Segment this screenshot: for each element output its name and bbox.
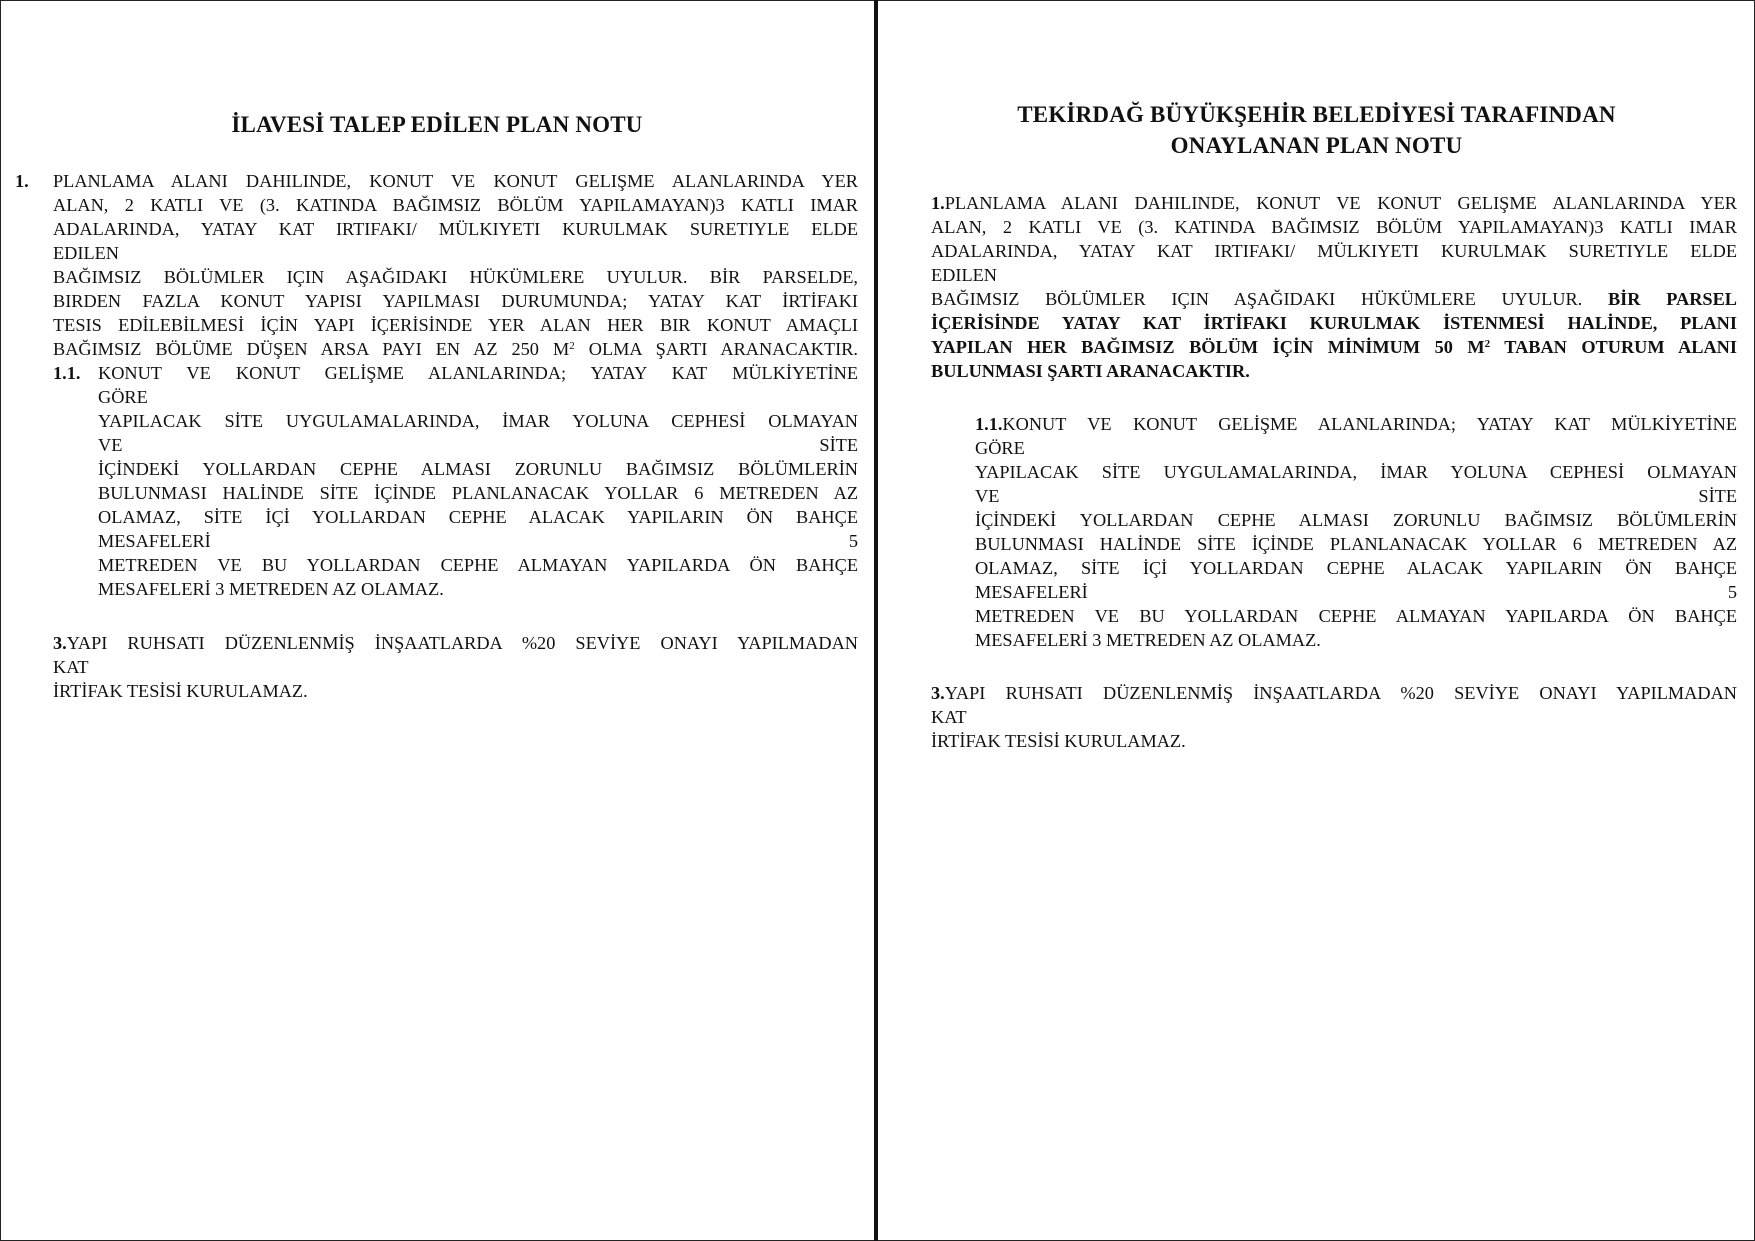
right-item3-line: 3.YAPI RUHSATI DÜZENLENMİŞ İNŞAATLARDA %20 SEVİYE ONAYI YAPILMADAN (931, 683, 1737, 703)
left-item3-line: İRTİFAK TESİSİ KURULAMAZ. (53, 681, 308, 701)
right-item1-line: ALAN, 2 KATLI VE (3. KATINDA BAĞIMSIZ BÖLÜM YAPILAMAYAN)3 KATLI IMAR (931, 217, 1737, 237)
right-item3-line: İRTİFAK TESİSİ KURULAMAZ. (931, 731, 1186, 751)
left-item11-line: METREDEN VE BU YOLLARDAN CEPHE ALMAYAN YAPILARDA ÖN BAHÇE (98, 555, 858, 575)
left-item1-line: ADALARINDA, YATAY KAT IRTIFAKI/ MÜLKIYETI KURULMAK SURETIYLE ELDE (53, 219, 858, 239)
right-item11-line: BULUNMASI HALİNDE SİTE İÇİNDE PLANLANACAK YOLLAR 6 METREDEN AZ (975, 534, 1737, 554)
right-item11-line: OLAMAZ, SİTE İÇİ YOLLARDAN CEPHE ALACAK YAPILARIN ÖN BAHÇE (975, 558, 1737, 578)
left-item11-line: VE SİTE (98, 435, 858, 455)
left-item11-line: MESAFELERİ 5 (98, 531, 858, 551)
right-item1-line: BAĞIMSIZ BÖLÜMLER IÇIN AŞAĞIDAKI HÜKÜMLERE UYULUR. BİR PARSEL (931, 289, 1737, 309)
left-item1-line: EDILEN (53, 243, 119, 263)
left-item11-line: BULUNMASI HALİNDE SİTE İÇİNDE PLANLANACAK YOLLAR 6 METREDEN AZ (98, 483, 858, 503)
left-item1-last-line: BAĞIMSIZ BÖLÜME DÜŞEN ARSA PAYI EN AZ 250 $M^2$ OLMA ŞARTI ARANACAKTIR. (53, 339, 858, 359)
left-item3-line: KAT (53, 657, 89, 677)
right-title-line: TEKİRDAĞ BÜYÜKŞEHİR BELEDİYESİ TARAFINDAN (1017, 102, 1616, 127)
left-item1-line: TESIS EDİLEBİLMESİ İÇİN YAPI İÇERİSİNDE YER ALAN HER BIR KONUT AMAÇLI (53, 315, 858, 335)
left-item1-line: BAĞIMSIZ BÖLÜMLER IÇIN AŞAĞIDAKI HÜKÜMLERE UYULUR. BİR PARSELDE, (53, 267, 858, 287)
right-item11-line: YAPILACAK SİTE UYGULAMALARINDA, İMAR YOLUNA CEPHESİ OLMAYAN (975, 462, 1737, 482)
right-item1-line: YAPILAN HER BAĞIMSIZ BÖLÜM İÇİN MİNİMUM 50 $M^2$ TABAN OTURUM ALANI (931, 337, 1737, 357)
left-title: İLAVESİ TALEP EDİLEN PLAN NOTU (231, 112, 643, 137)
right-item11-line: İÇİNDEKİ YOLLARDAN CEPHE ALMASI ZORUNLU BAĞIMSIZ BÖLÜMLERİN (975, 510, 1737, 530)
column-divider (874, 0, 878, 1241)
left-item11-line: GÖRE (98, 387, 148, 407)
right-item3-line: KAT (931, 707, 967, 727)
left-item11-line: YAPILACAK SİTE UYGULAMALARINDA, İMAR YOLUNA CEPHESİ OLMAYAN (98, 411, 858, 431)
left-item1-line: BIRDEN FAZLA KONUT YAPISI YAPILMASI DURUMUNDA; YATAY KAT İRTİFAKI (53, 291, 858, 311)
left-item11-line: OLAMAZ, SİTE İÇİ YOLLARDAN CEPHE ALACAK YAPILARIN ÖN BAHÇE (98, 507, 858, 527)
right-title (878, 99, 1755, 161)
left-item1-line: PLANLAMA ALANI DAHILINDE, KONUT VE KONUT GELIŞME ALANLARINDA YER (53, 171, 858, 191)
left-item11-number: 1.1. (53, 363, 81, 383)
right-item11-line: GÖRE (975, 438, 1025, 458)
right-item1-line: EDILEN (931, 265, 997, 285)
right-item1-line: BULUNMASI ŞARTI ARANACAKTIR. (931, 361, 1250, 381)
right-item1-line: ADALARINDA, YATAY KAT IRTIFAKI/ MÜLKIYETI KURULMAK SURETIYLE ELDE (931, 241, 1737, 261)
right-item11-line: VE SİTE (975, 486, 1737, 506)
right-item11-line: METREDEN VE BU YOLLARDAN CEPHE ALMAYAN YAPILARDA ÖN BAHÇE (975, 606, 1737, 626)
right-item11-line: 1.1.KONUT VE KONUT GELİŞME ALANLARINDA; YATAY KAT MÜLKİYETİNE (975, 414, 1737, 434)
right-title-line: ONAYLANAN PLAN NOTU (1170, 133, 1463, 158)
left-item3-line: 3.YAPI RUHSATI DÜZENLENMİŞ İNŞAATLARDA %20 SEVİYE ONAYI YAPILMADAN (53, 633, 858, 653)
left-item1-number: 1. (15, 171, 29, 191)
left-item11-line: KONUT VE KONUT GELİŞME ALANLARINDA; YATAY KAT MÜLKİYETİNE (98, 363, 858, 383)
right-item1-line: İÇERİSİNDE YATAY KAT İRTİFAKI KURULMAK İSTENMESİ HALİNDE, PLANI (931, 313, 1737, 333)
left-item1-line: ALAN, 2 KATLI VE (3. KATINDA BAĞIMSIZ BÖLÜM YAPILAMAYAN)3 KATLI IMAR (53, 195, 858, 215)
left-item11-line: MESAFELERİ 3 METREDEN AZ OLAMAZ. (98, 579, 444, 599)
left-item11-line: İÇİNDEKİ YOLLARDAN CEPHE ALMASI ZORUNLU BAĞIMSIZ BÖLÜMLERİN (98, 459, 858, 479)
right-item1-line: 1.PLANLAMA ALANI DAHILINDE, KONUT VE KONUT GELIŞME ALANLARINDA YER (931, 193, 1737, 213)
right-item11-line: MESAFELERİ 5 (975, 582, 1737, 602)
right-item11-line: MESAFELERİ 3 METREDEN AZ OLAMAZ. (975, 630, 1321, 650)
